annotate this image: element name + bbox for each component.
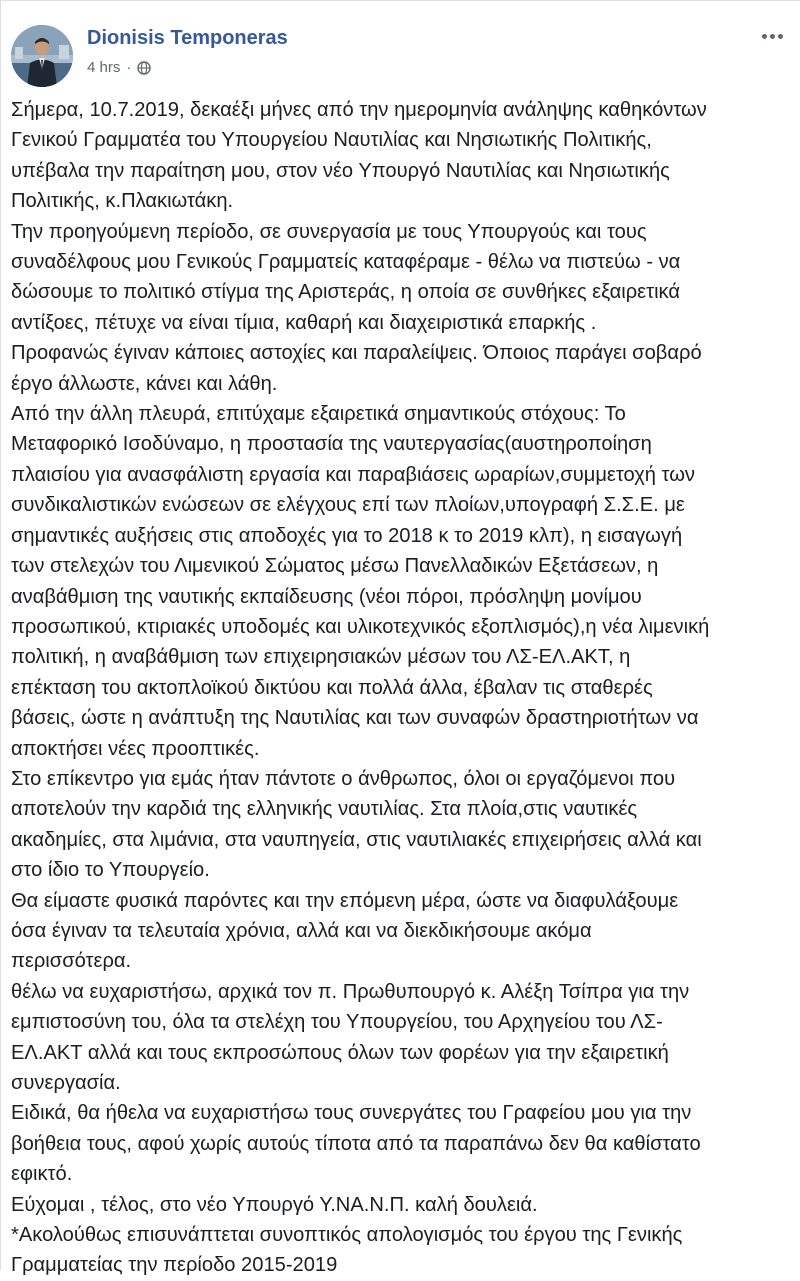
post-text-line: επέκταση του ακτοπλοϊκού δικτύου και πολλά άλλα, έβαλαν τις σταθερές [11, 676, 653, 699]
more-options-icon[interactable] [757, 25, 787, 47]
post-text-line: ΕΛ.ΑΚΤ αλλά και τους εκπροσώπους όλων των φορέων για την εξαιρετική [11, 1041, 669, 1064]
post-text-line: σημαντικές αυξήσεις στις αποδοχές για το 2018 κ το 2019 κλπ), η εισαγωγή [11, 524, 683, 547]
post-text-line: Σήμερα, 10.7.2019, δεκαέξι μήνες από την ημερομηνία ανάληψης καθηκόντων [11, 99, 707, 121]
post-meta [87, 59, 151, 76]
post-text-line: Γενικού Γραμματέα του Υπουργείου Ναυτιλίας και Νησιωτικής Πολιτικής, [11, 129, 652, 152]
post-header [11, 25, 791, 91]
post-text-line: εφικτό. [11, 1163, 73, 1186]
post-text-line: Από την άλλη πλευρά, επιτύχαμε εξαιρετικά σημαντικούς στόχους: Το [11, 403, 626, 426]
globe-icon[interactable] [137, 61, 151, 75]
avatar-photo [11, 25, 73, 87]
author-name[interactable]: Dionisis Temponeras [87, 27, 288, 49]
post-text-line: Ειδικά, θα ήθελα να ευχαριστήσω τους συνεργάτες του Γραφείου μου για την [11, 1102, 692, 1125]
post-text-line: αναβάθμιση της ναυτικής εκπαίδευσης (νέοι πόροι, πρόσληψη μονίμου [11, 585, 642, 608]
avatar[interactable] [11, 25, 73, 87]
post-text-line: Την προηγούμενη περίοδο, σε συνεργασία με τους Υπουργούς και τους [11, 220, 647, 243]
post-text-line: Εύχομαι , τέλος, στο νέο Υπουργό Υ.ΝΑ.Ν.Π. καλή δουλειά. [11, 1193, 538, 1216]
post-text-line: θέλω να ευχαριστήσω, αρχικά τον π. Πρωθυπουργό κ. Αλέξη Τσίπρα για την [11, 980, 690, 1003]
meta-separator: · [126, 59, 132, 76]
post-text-line: *Ακολούθως επισυνάπτεται συνοπτικός απολογισμός του έργου της Γενικής [11, 1224, 683, 1247]
post-text-line: αποτελούν την καρδιά της ελληνικής ναυτιλίας. Στα πλοία,στις ναυτικές [11, 798, 638, 821]
post-text-line: συναδέλφους μου Γενικούς Γραμματείς καταφέραμε - θέλω να πιστεύω - να [11, 251, 681, 274]
post-text-line: Προφανώς έγιναν κάποιες αστοχίες και παραλείψεις. Όποιος παράγει σοβαρό [11, 342, 702, 365]
post-text-line: εμπιστοσύνη του, όλα τα στελέχη του Υπουργείου, του Αρχηγείου του ΛΣ- [11, 1011, 663, 1034]
post-text-line: όσα έγιναν τα τελευταία χρόνια, αλλά και να διεκδικήσουμε ακόμα [11, 919, 592, 942]
post-text-line: περισσότερα. [11, 950, 132, 973]
post-text-line: ακαδημίες, στα λιμάνια, στα ναυπηγεία, στις ναυτιλιακές επιχειρήσεις αλλά και [11, 828, 702, 851]
post-text-line: δώσουμε το πολιτικό στίγμα της Αριστεράς, η οποία σε συνθήκες εξαιρετικά [11, 281, 681, 304]
post-text-line: των στελεχών του Λιμενικού Σώματος μέσω Πανελλαδικών Εξετάσεων, η [11, 555, 659, 578]
post-text-line: Πολιτικής, κ.Πλακιωτάκη. [11, 190, 234, 213]
post-text-line: υπέβαλα την παραίτηση μου, στον νέο Υπουργό Ναυτιλίας και Νησιωτικής [11, 159, 670, 182]
post-text-line: συνεργασία. [11, 1072, 121, 1094]
post-text-line: βάσεις, ώστε η ανάπτυξη της Ναυτιλίας και των συναφών δραστηριοτήτων να [11, 707, 699, 730]
post-text-line: συνδικαλιστικών ενώσεων σε ελέγχους επί των πλοίων,υπογραφή Σ.Σ.Ε. με [11, 494, 685, 517]
post-text-line: αντίξοες, πέτυχε να είναι τίμια, καθαρή και διαχειριστικά επαρκής . [11, 311, 597, 334]
post-text-line: στο ίδιο το Υπουργείο. [11, 859, 210, 882]
post-text-line: πλαισίου για ανασφάλιστη εργασία και παραβιάσεις ωραρίων,συμμετοχή των [11, 463, 695, 486]
post-text-line: Γραμματείας την περίοδο 2015-2019 [11, 1254, 338, 1277]
post-text-line: προσωπικού, κτιριακές υποδομές και υλικοτεχνικός εξοπλισμός),η νέα λιμενική [11, 615, 710, 638]
post-text-line: βοήθεια τους, αφού χωρίς αυτούς τίποτα από τα παραπάνω δεν θα καθίστατο [11, 1132, 701, 1155]
post-text-line: αποκτήσει νέες προοπτικές. [11, 737, 260, 760]
post-text-line: Μεταφορικό Ισοδύναμο, η προστασία της ναυτεργασίας(αυστηροποίηση [11, 433, 652, 456]
post-text-line: έργο άλλωστε, κάνει και λάθη. [11, 372, 278, 395]
post-timestamp[interactable]: 4 hrs [87, 59, 121, 76]
post-text-line: Θα είμαστε φυσικά παρόντες και την επόμενη μέρα, ώστε να διαφυλάξουμε [11, 889, 679, 912]
post-text-line: πολιτική, η αναβάθμιση των επιχειρησιακών μέσων του ΛΣ-ΕΛ.ΑΚΤ, η [11, 646, 631, 669]
post-text-line: Στο επίκεντρο για εμάς ήταν πάντοτε ο άνθρωπος, όλοι οι εργαζόμενοι που [11, 767, 676, 790]
post-text [11, 95, 793, 1281]
